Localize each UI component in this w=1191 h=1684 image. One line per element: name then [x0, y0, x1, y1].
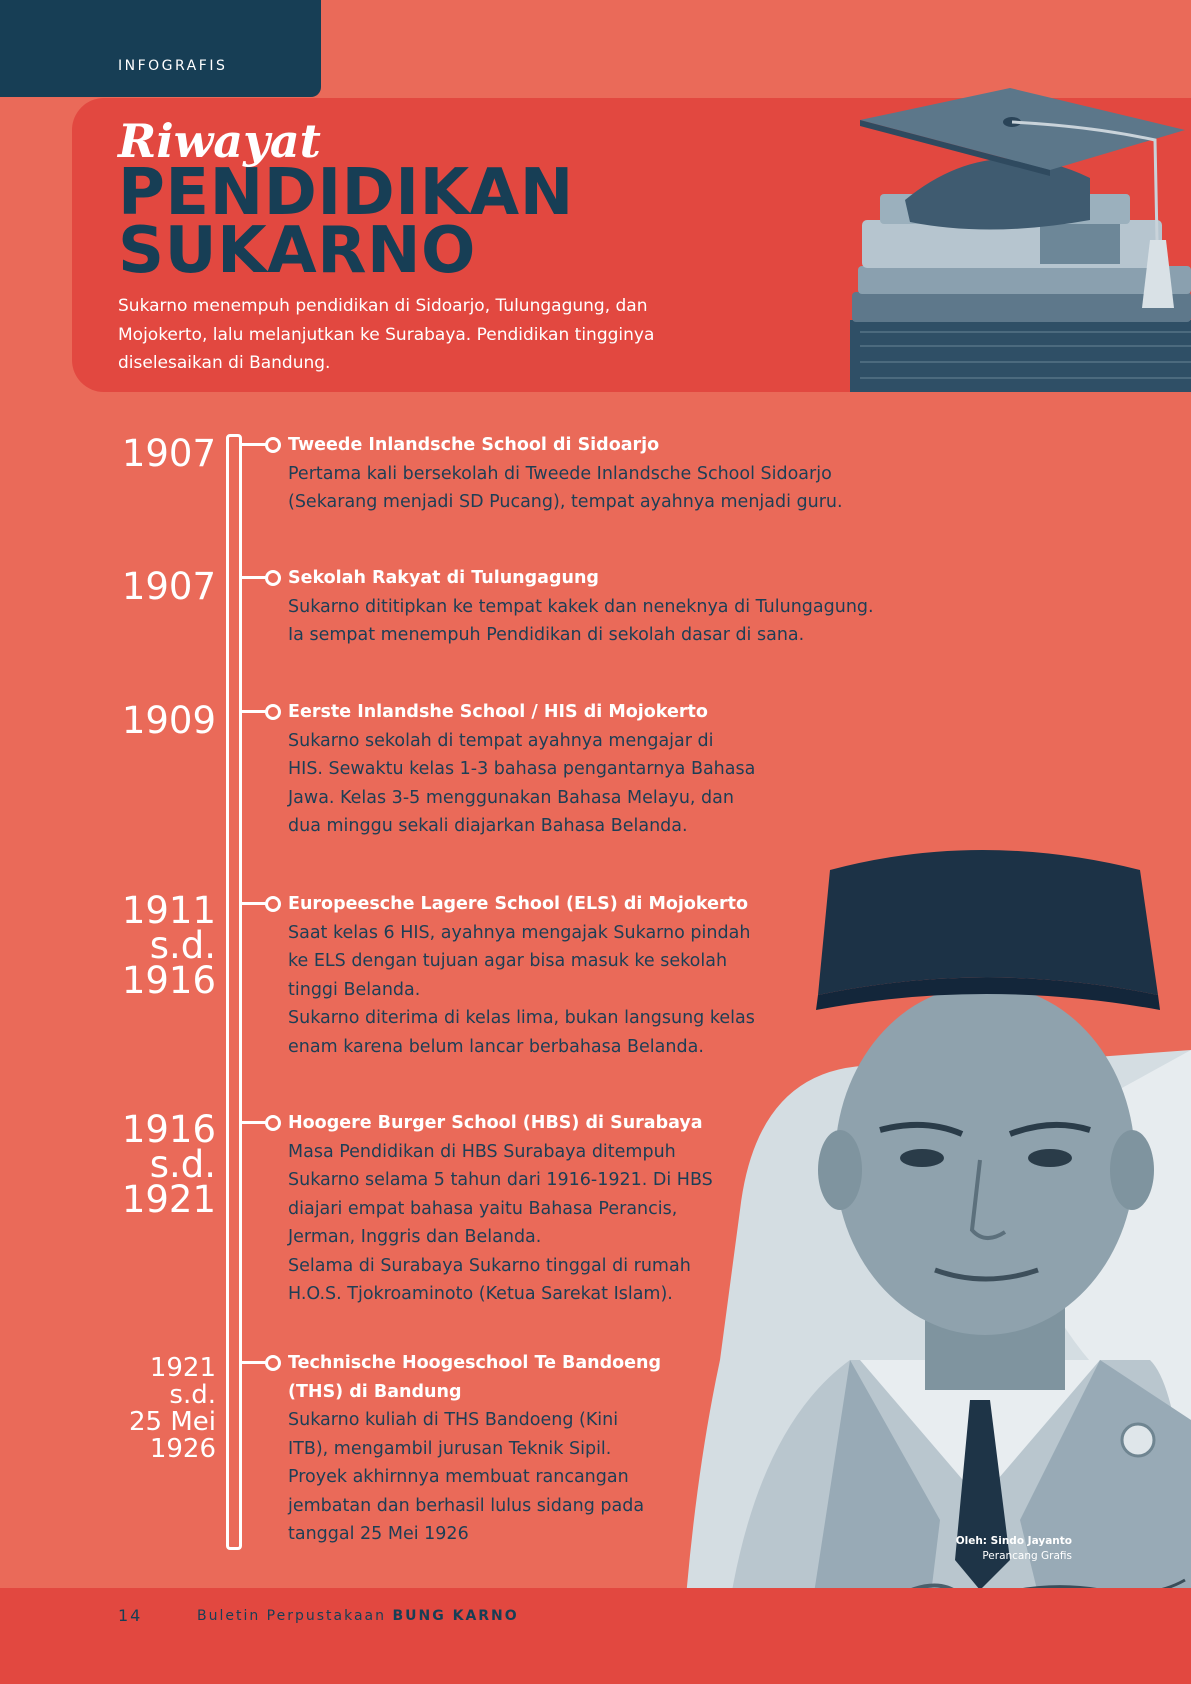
timeline-entry-title: Sekolah Rakyat di Tulungagung	[288, 568, 599, 588]
timeline-dot	[265, 704, 281, 720]
timeline-year: 1911 s.d. 1916	[121, 889, 216, 1002]
title-line-1: PENDIDIKAN	[118, 156, 574, 230]
timeline-entry-body: Sukarno sekolah di tempat ayahnya mengajar di HIS. Sewaktu kelas 1-3 bahasa pengantarnya Bahasa Jawa. Kelas 3-5 menggunakan Bahasa Melayu, dan dua minggu sekali diajarkan Bahasa Belanda.	[288, 730, 756, 836]
timeline-entry	[288, 698, 755, 841]
publication-title: BUNG KARNO	[392, 1608, 519, 1624]
script-title: Riwayat	[118, 114, 321, 168]
publication-prefix: Buletin Perpustakaan	[197, 1608, 387, 1624]
timeline-entry	[288, 1349, 661, 1549]
title-line-2: SUKARNO	[118, 214, 476, 288]
timeline-entry-body: Pertama kali bersekolah di Tweede Inlandsche School Sidoarjo (Sekarang menjadi SD Pucang), tempat ayahnya menjadi guru.	[288, 463, 843, 512]
timeline-connector	[242, 576, 266, 579]
sukarno-portrait-image	[680, 800, 1191, 1684]
timeline-entry	[288, 890, 755, 1061]
timeline-year: 1907	[121, 565, 216, 608]
timeline-entry-body: Sukarno kuliah di THS Bandoeng (Kini ITB), mengambil jurusan Teknik Sipil. Proyek akhirnnya membuat rancangan jembatan dan berhasil lulus sidang pada tanggal 25 Mei 1926	[288, 1410, 645, 1544]
timeline-dot	[265, 437, 281, 453]
timeline-connector	[242, 443, 266, 446]
timeline-year: 1909	[121, 699, 216, 742]
timeline-connector	[242, 1361, 266, 1364]
section-tab-label: INFOGRAFIS	[118, 58, 228, 74]
timeline-entry-title: Tweede Inlandsche School di Sidoarjo	[288, 435, 660, 455]
timeline-entry-title: Eerste Inlandshe School / HIS di Mojokerto	[288, 702, 708, 722]
timeline-entry	[288, 1109, 713, 1309]
publication-name	[197, 1608, 519, 1624]
timeline-entry-body: Saat kelas 6 HIS, ayahnya mengajak Sukarno pindah ke ELS dengan tujuan agar bisa masuk ke sekolah tinggi Belanda. Sukarno diterima di kelas lima, bukan langsung kelas enam karena belum lancar berbahasa Belanda.	[288, 922, 755, 1057]
timeline-entry	[288, 564, 874, 650]
designer-credit	[956, 1534, 1072, 1564]
timeline-year: 1921 s.d. 25 Mei 1926	[128, 1353, 216, 1464]
timeline-entry-title: Technische Hoogeschool Te Bandoeng (THS) di Bandung	[288, 1353, 662, 1402]
page-number: 14	[118, 1606, 143, 1625]
timeline-entry	[288, 431, 843, 517]
timeline-year: 1907	[121, 432, 216, 475]
timeline-entry-body: Sukarno dititipkan ke tempat kakek dan neneknya di Tulungagung. Ia sempat menempuh Pendidikan di sekolah dasar di sana.	[288, 596, 874, 645]
page-title	[118, 156, 574, 288]
credit-name: Oleh: Sindo Jayanto	[955, 1535, 1072, 1547]
timeline-entry-body: Masa Pendidikan di HBS Surabaya ditempuh Sukarno selama 5 tahun dari 1916-1921. Di HBS diajari empat bahasa yaitu Bahasa Perancis, Jerman, Inggris dan Belanda. Selama di Surabaya Sukarno tinggal di rumah H.O.S. Tjokroaminoto (Ketua Sarekat Islam).	[288, 1141, 713, 1304]
timeline-entry-title: Hoogere Burger School (HBS) di Surabaya	[288, 1113, 703, 1133]
timeline-dot	[265, 896, 281, 912]
timeline-connector	[242, 1121, 266, 1124]
timeline-line	[226, 434, 242, 1550]
timeline-dot	[265, 570, 281, 586]
timeline-year: 1916 s.d. 1921	[121, 1108, 216, 1221]
books-graduation-cap-image	[840, 70, 1191, 392]
footer-bar	[0, 1588, 1191, 1684]
section-tab	[0, 0, 321, 97]
timeline-dot	[265, 1355, 281, 1371]
timeline-connector	[242, 902, 266, 905]
timeline-dot	[265, 1115, 281, 1131]
timeline-entry-title: Europeesche Lagere School (ELS) di Mojokerto	[288, 894, 748, 914]
intro-text: Sukarno menempuh pendidikan di Sidoarjo, Tulungagung, dan Mojokerto, lalu melanjutkan ke Surabaya. Pendidikan tingginya diselesaikan di Bandung.	[118, 296, 655, 373]
timeline-connector	[242, 710, 266, 713]
credit-role: Perancang Grafis	[982, 1550, 1072, 1562]
